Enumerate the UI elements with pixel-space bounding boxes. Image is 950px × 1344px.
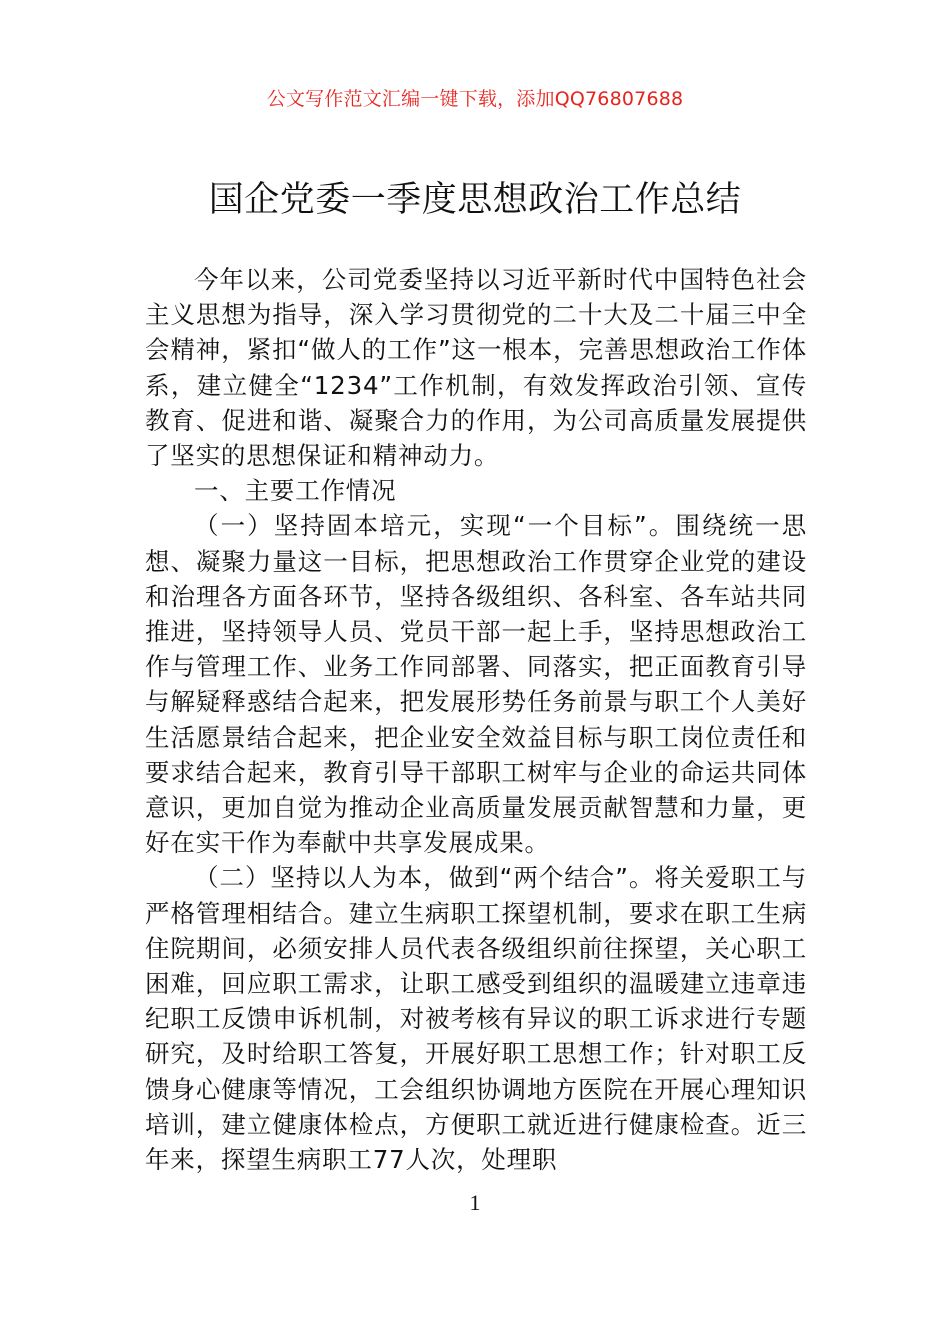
paragraph-section-2: （二）坚持以人为本，做到“两个结合”。将关爱职工与严格管理相结合。建立生病职工探望机制，要求在职工生病住院期间，必须安排人员代表各级组织前往探望，关心职工困难，回应职工需求，让职工感受到组织的温暖建立违章违纪职工反馈申诉机制，对被考核有异议的职工诉求进行专题研究，及时给职工答复，开展好职工思想工作；针对职工反馈身心健康等情况，工会组织协调地方医院在开展心理知识培训，建立健康体检点，方便职工就近进行健康检查。近三年来，探望生病职工77人次，处理职 <box>145 863 807 1175</box>
page-number: 1 <box>469 1190 481 1215</box>
paragraph-intro: 今年以来，公司党委坚持以习近平新时代中国特色社会主义思想为指导，深入学习贯彻党的二十大及二十届三中全会精神，紧扣“做人的工作”这一根本，完善思想政治工作体系，建立健全“1234”工作机制，有效发挥政治引领、宣传教育、促进和谐、凝聚合力的作用，为公司高质量发展提供了坚实的思想保证和精神动力。 <box>145 265 807 471</box>
document-body <box>145 262 807 1177</box>
section-heading: 一、主要工作情况 <box>194 476 397 506</box>
watermark-text: 公文写作范文汇编一键下载，添加QQ76807688 <box>266 88 684 110</box>
paragraph-section-1: （一）坚持固本培元，实现“一个目标”。围绕统一思想、凝聚力量这一目标，把思想政治工作贯穿企业党的建设和治理各方面各环节，坚持各级组织、各科室、各车站共同推进，坚持领导人员、党员干部一起上手，坚持思想政治工作与管理工作、业务工作同部署、同落实，把正面教育引导与解疑释惑结合起来，把发展形势任务前景与职工个人美好生活愿景结合起来，把企业安全效益目标与职工岗位责任和要求结合起来，教育引导干部职工树牢与企业的命运共同体意识，更加自觉为推动企业高质量发展贡献智慧和力量，更好在实干作为奉献中共享发展成果。 <box>145 511 807 858</box>
document-title: 国企党委一季度思想政治工作总结 <box>208 180 742 220</box>
